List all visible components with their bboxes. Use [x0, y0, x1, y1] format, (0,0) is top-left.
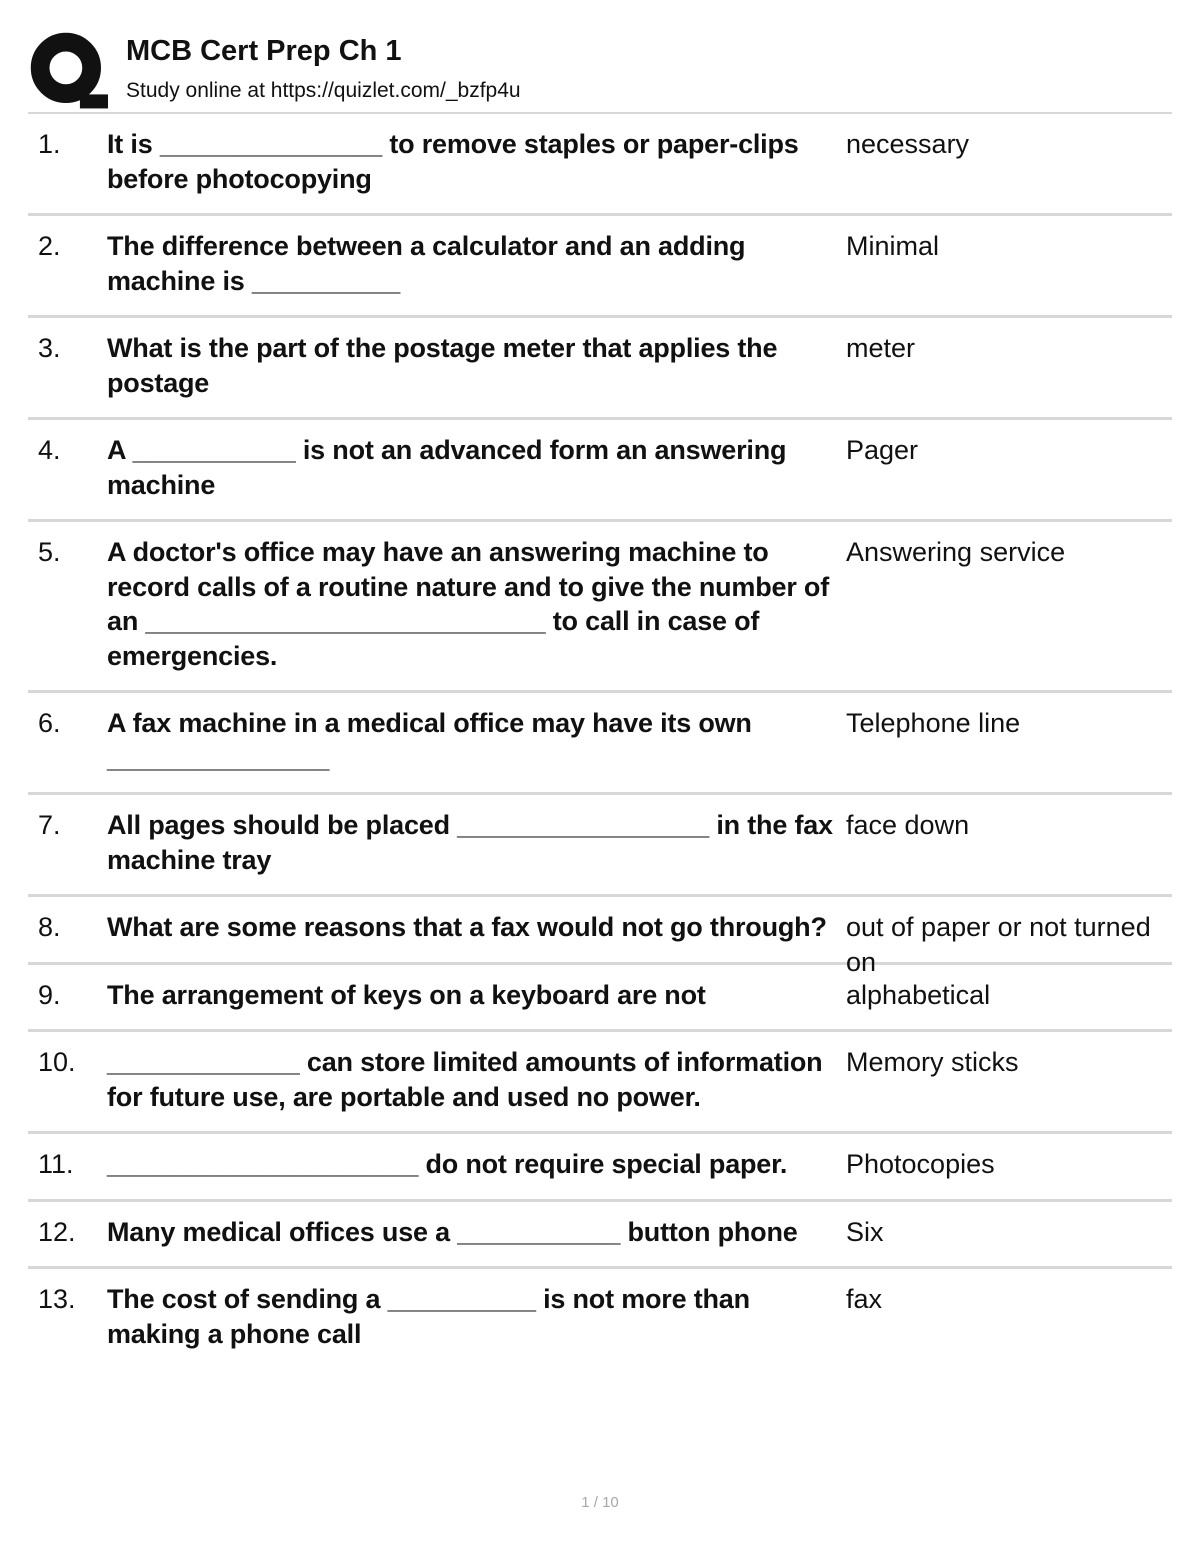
- flashcard-row: [28, 897, 1172, 977]
- card-definition: Six: [846, 1216, 884, 1247]
- page-header: [28, 28, 1172, 112]
- flashcard-row: [28, 1269, 1172, 1368]
- card-number: 8.: [38, 912, 61, 942]
- card-definition: fax: [846, 1284, 883, 1314]
- flashcard-row: [28, 216, 1172, 318]
- card-number: 11.: [38, 1149, 74, 1179]
- flashcard-row: [28, 522, 1172, 693]
- card-term: What are some reasons that a fax would not go through?: [107, 912, 827, 942]
- card-term: A fax machine in a medical office may have its own _______________: [107, 708, 752, 773]
- card-number: 4.: [38, 435, 61, 465]
- flashcard-row: [28, 1134, 1172, 1202]
- card-definition: Memory sticks: [846, 1047, 1019, 1077]
- card-number: 1.: [38, 129, 61, 159]
- card-definition: Minimal: [846, 231, 940, 261]
- card-number: 2.: [38, 231, 61, 261]
- set-title: MCB Cert Prep Ch 1: [126, 35, 402, 67]
- flashcard-row: [28, 114, 1172, 216]
- card-number: 5.: [38, 537, 61, 567]
- flashcard-row: [28, 318, 1172, 420]
- card-definition: Pager: [846, 435, 919, 465]
- flashcard-list: [28, 112, 1172, 1368]
- card-term: The cost of sending a __________ is not more than making a phone call: [107, 1284, 750, 1349]
- card-term: The arrangement of keys on a keyboard are not: [107, 979, 706, 1010]
- quizlet-q-logo-icon: [30, 32, 108, 110]
- card-number: 6.: [38, 708, 61, 738]
- card-term: A doctor's office may have an answering machine to record calls of a routine nature and to give the number of an ___________________________ to call in case of emergencies.: [107, 537, 830, 671]
- study-online-link[interactable]: Study online at https://quizlet.com/_bzfp4u: [126, 79, 521, 102]
- card-number: 7.: [38, 810, 61, 840]
- page-number: 1 / 10: [581, 1494, 619, 1511]
- card-number: 9.: [38, 979, 61, 1010]
- card-term: The difference between a calculator and an adding machine is __________: [107, 231, 746, 296]
- card-definition: alphabetical: [846, 979, 991, 1010]
- card-term: What is the part of the postage meter that applies the postage: [107, 333, 778, 398]
- card-term: A ___________ is not an advanced form an answering machine: [107, 435, 787, 500]
- card-number: 3.: [38, 333, 61, 363]
- card-term: _____________ can store limited amounts of information for future use, are portable and used no power.: [107, 1047, 823, 1112]
- card-definition: Telephone line: [846, 708, 1021, 738]
- card-term: All pages should be placed _________________ in the fax machine tray: [107, 810, 833, 875]
- flashcard-row: [28, 420, 1172, 522]
- card-definition: Answering service: [846, 537, 1066, 567]
- card-term: _____________________ do not require special paper.: [107, 1149, 788, 1179]
- card-number: 10.: [38, 1047, 76, 1077]
- flashcard-row: [28, 1032, 1172, 1134]
- flashcard-row: [28, 693, 1172, 795]
- card-term: It is _______________ to remove staples or paper-clips before photocopying: [107, 129, 799, 194]
- card-definition: out of paper or not turned on: [846, 912, 1151, 977]
- card-number: 13.: [38, 1284, 76, 1314]
- card-definition: face down: [846, 810, 970, 840]
- card-definition: necessary: [846, 129, 970, 159]
- card-definition: Photocopies: [846, 1149, 995, 1179]
- flashcard-row: [28, 795, 1172, 897]
- flashcard-row: [28, 1202, 1172, 1270]
- card-definition: meter: [846, 333, 916, 363]
- card-term: Many medical offices use a ___________ button phone: [107, 1216, 798, 1247]
- flashcard-row: [28, 965, 1172, 1033]
- card-number: 12.: [38, 1216, 76, 1247]
